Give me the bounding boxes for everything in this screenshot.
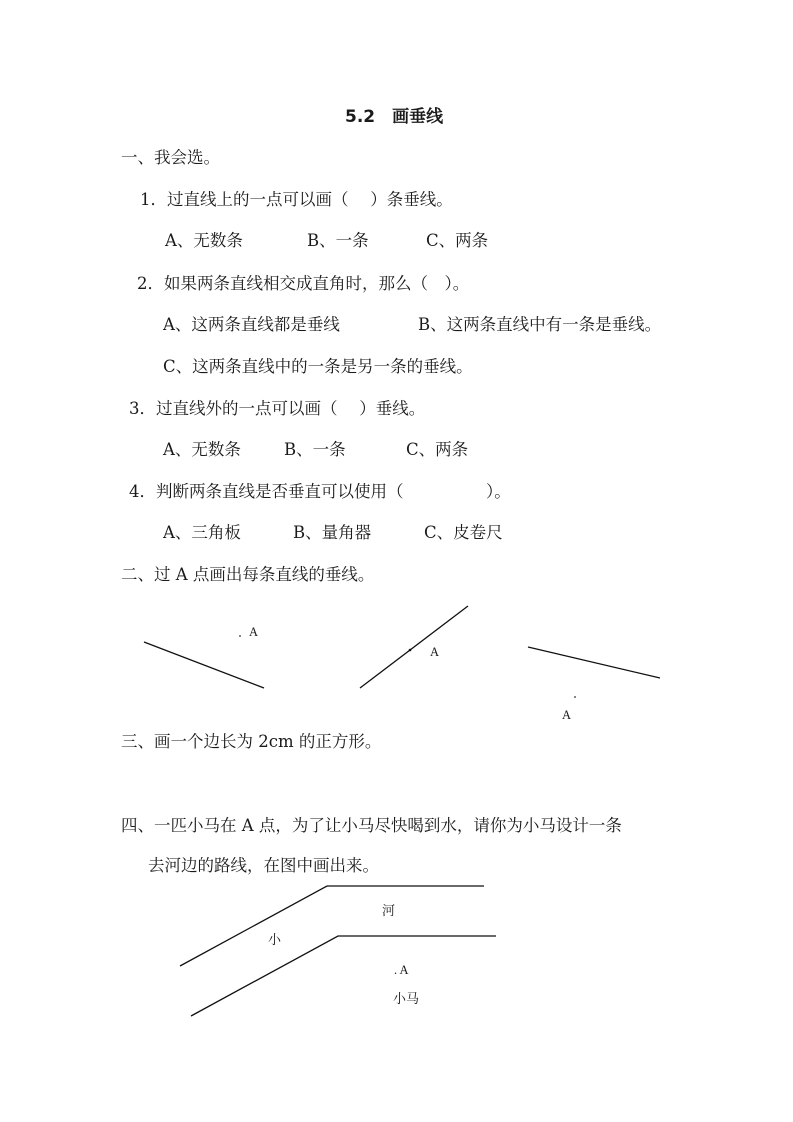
figure3-point-label: A <box>562 708 572 722</box>
section1-heading: 一、我会选。 <box>121 148 220 167</box>
figure1-point-label: A <box>249 625 259 639</box>
q3-option-a: A、无数条 <box>163 440 241 459</box>
question-3: 3．过直线外的一点可以画（ ）垂线。 <box>129 399 426 418</box>
horse-label: 小马 <box>393 992 420 1007</box>
question-2: 2．如果两条直线相交成直角时，那么（ ）。 <box>137 274 470 293</box>
q4-option-c: C、皮卷尺 <box>424 523 503 542</box>
figure1-line <box>144 642 264 688</box>
river-upper-bank <box>180 886 484 966</box>
q2-option-b: B、这两条直线中有一条是垂线。 <box>418 315 662 334</box>
q2-option-c: C、这两条直线中的一条是另一条的垂线。 <box>163 357 473 376</box>
q1-option-a: A、无数条 <box>165 231 243 250</box>
figure1-point-dot <box>239 635 241 637</box>
figure2-line <box>360 606 468 688</box>
river-label-small: 小 <box>268 933 282 948</box>
q4-option-a: A、三角板 <box>163 523 241 542</box>
question-1: 1．过直线上的一点可以画（ ）条垂线。 <box>140 190 453 209</box>
q3-option-b: B、一条 <box>284 440 346 459</box>
horse-point-label: . A <box>394 963 409 977</box>
river-label-river: 河 <box>382 904 396 919</box>
river-lower-bank <box>191 933 496 1016</box>
figure3-point-dot <box>574 696 576 698</box>
section2-heading: 二、过 A 点画出每条直线的垂线。 <box>121 565 375 584</box>
q3-option-c: C、两条 <box>406 440 469 459</box>
section4-heading-line2: 去河边的路线，在图中画出来。 <box>148 856 379 875</box>
figure3-line <box>528 647 660 678</box>
section4-heading-line1: 四、一匹小马在 A 点，为了让小马尽快喝到水，请你为小马设计一条 <box>121 816 622 835</box>
section3-heading: 三、画一个边长为 2cm 的正方形。 <box>121 732 382 751</box>
figure2-point-label: A <box>430 645 440 659</box>
question-4: 4．判断两条直线是否垂直可以使用（ ）。 <box>129 482 511 501</box>
q1-option-c: C、两条 <box>426 231 489 250</box>
q2-option-a: A、这两条直线都是垂线 <box>163 315 340 334</box>
figure2-point-dot <box>409 649 412 652</box>
page-title: 5.2 画垂线 <box>345 107 444 127</box>
q4-option-b: B、量角器 <box>293 523 372 542</box>
q1-option-b: B、一条 <box>307 231 369 250</box>
